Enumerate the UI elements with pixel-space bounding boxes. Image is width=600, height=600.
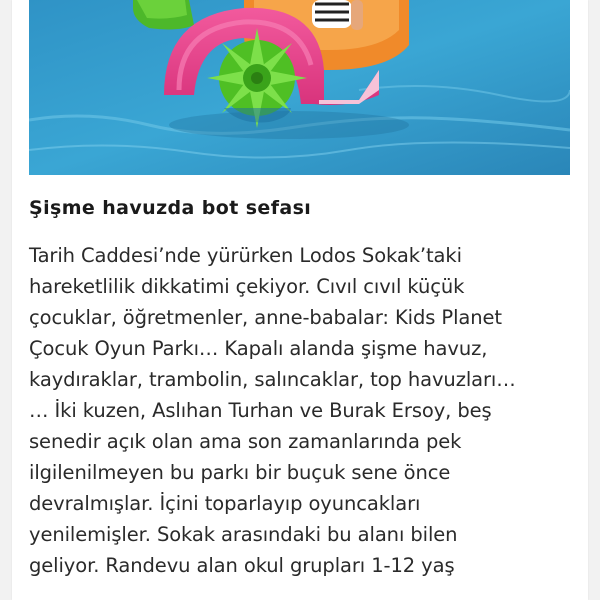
paragraph-line: geliyor. Randevu alan okul grupları 1-12 yaş — [29, 554, 455, 577]
article-title: Şişme havuzda bot sefası — [29, 197, 312, 219]
paragraph-line: Çocuk Oyun Parkı… Kapalı alanda şişme havuz, — [29, 337, 488, 360]
paragraph-line: Tarih Caddesi’nde yürürken Lodos Sokak’taki — [29, 244, 462, 267]
paragraph-line: devralmışlar. İçini toparlayıp oyuncakları — [29, 492, 421, 515]
paragraph-line: ilgilenilmeyen bu parkı bir buçuk sene önce — [29, 461, 451, 484]
article-body — [29, 240, 574, 581]
paddle-boat-image — [29, 0, 570, 175]
paragraph-line: hareketlilik dikkatimi çekiyor. Cıvıl cıvıl küçük — [29, 275, 465, 298]
paragraph-line: yenilemişler. Sokak arasındaki bu alanı bilen — [29, 523, 458, 546]
paragraph-line: … İki kuzen, Aslıhan Turhan ve Burak Ersoy, beş — [29, 399, 492, 422]
paragraph-line: kaydıraklar, trambolin, salıncaklar, top havuzları… — [29, 368, 516, 391]
article-card — [12, 0, 588, 600]
paragraph-line: çocuklar, öğretmenler, anne-babalar: Kids Planet — [29, 306, 502, 329]
article-photo — [29, 0, 570, 175]
child-figure — [312, 0, 363, 30]
paragraph-line: senedir açık olan ama son zamanlarında pek — [29, 430, 462, 453]
